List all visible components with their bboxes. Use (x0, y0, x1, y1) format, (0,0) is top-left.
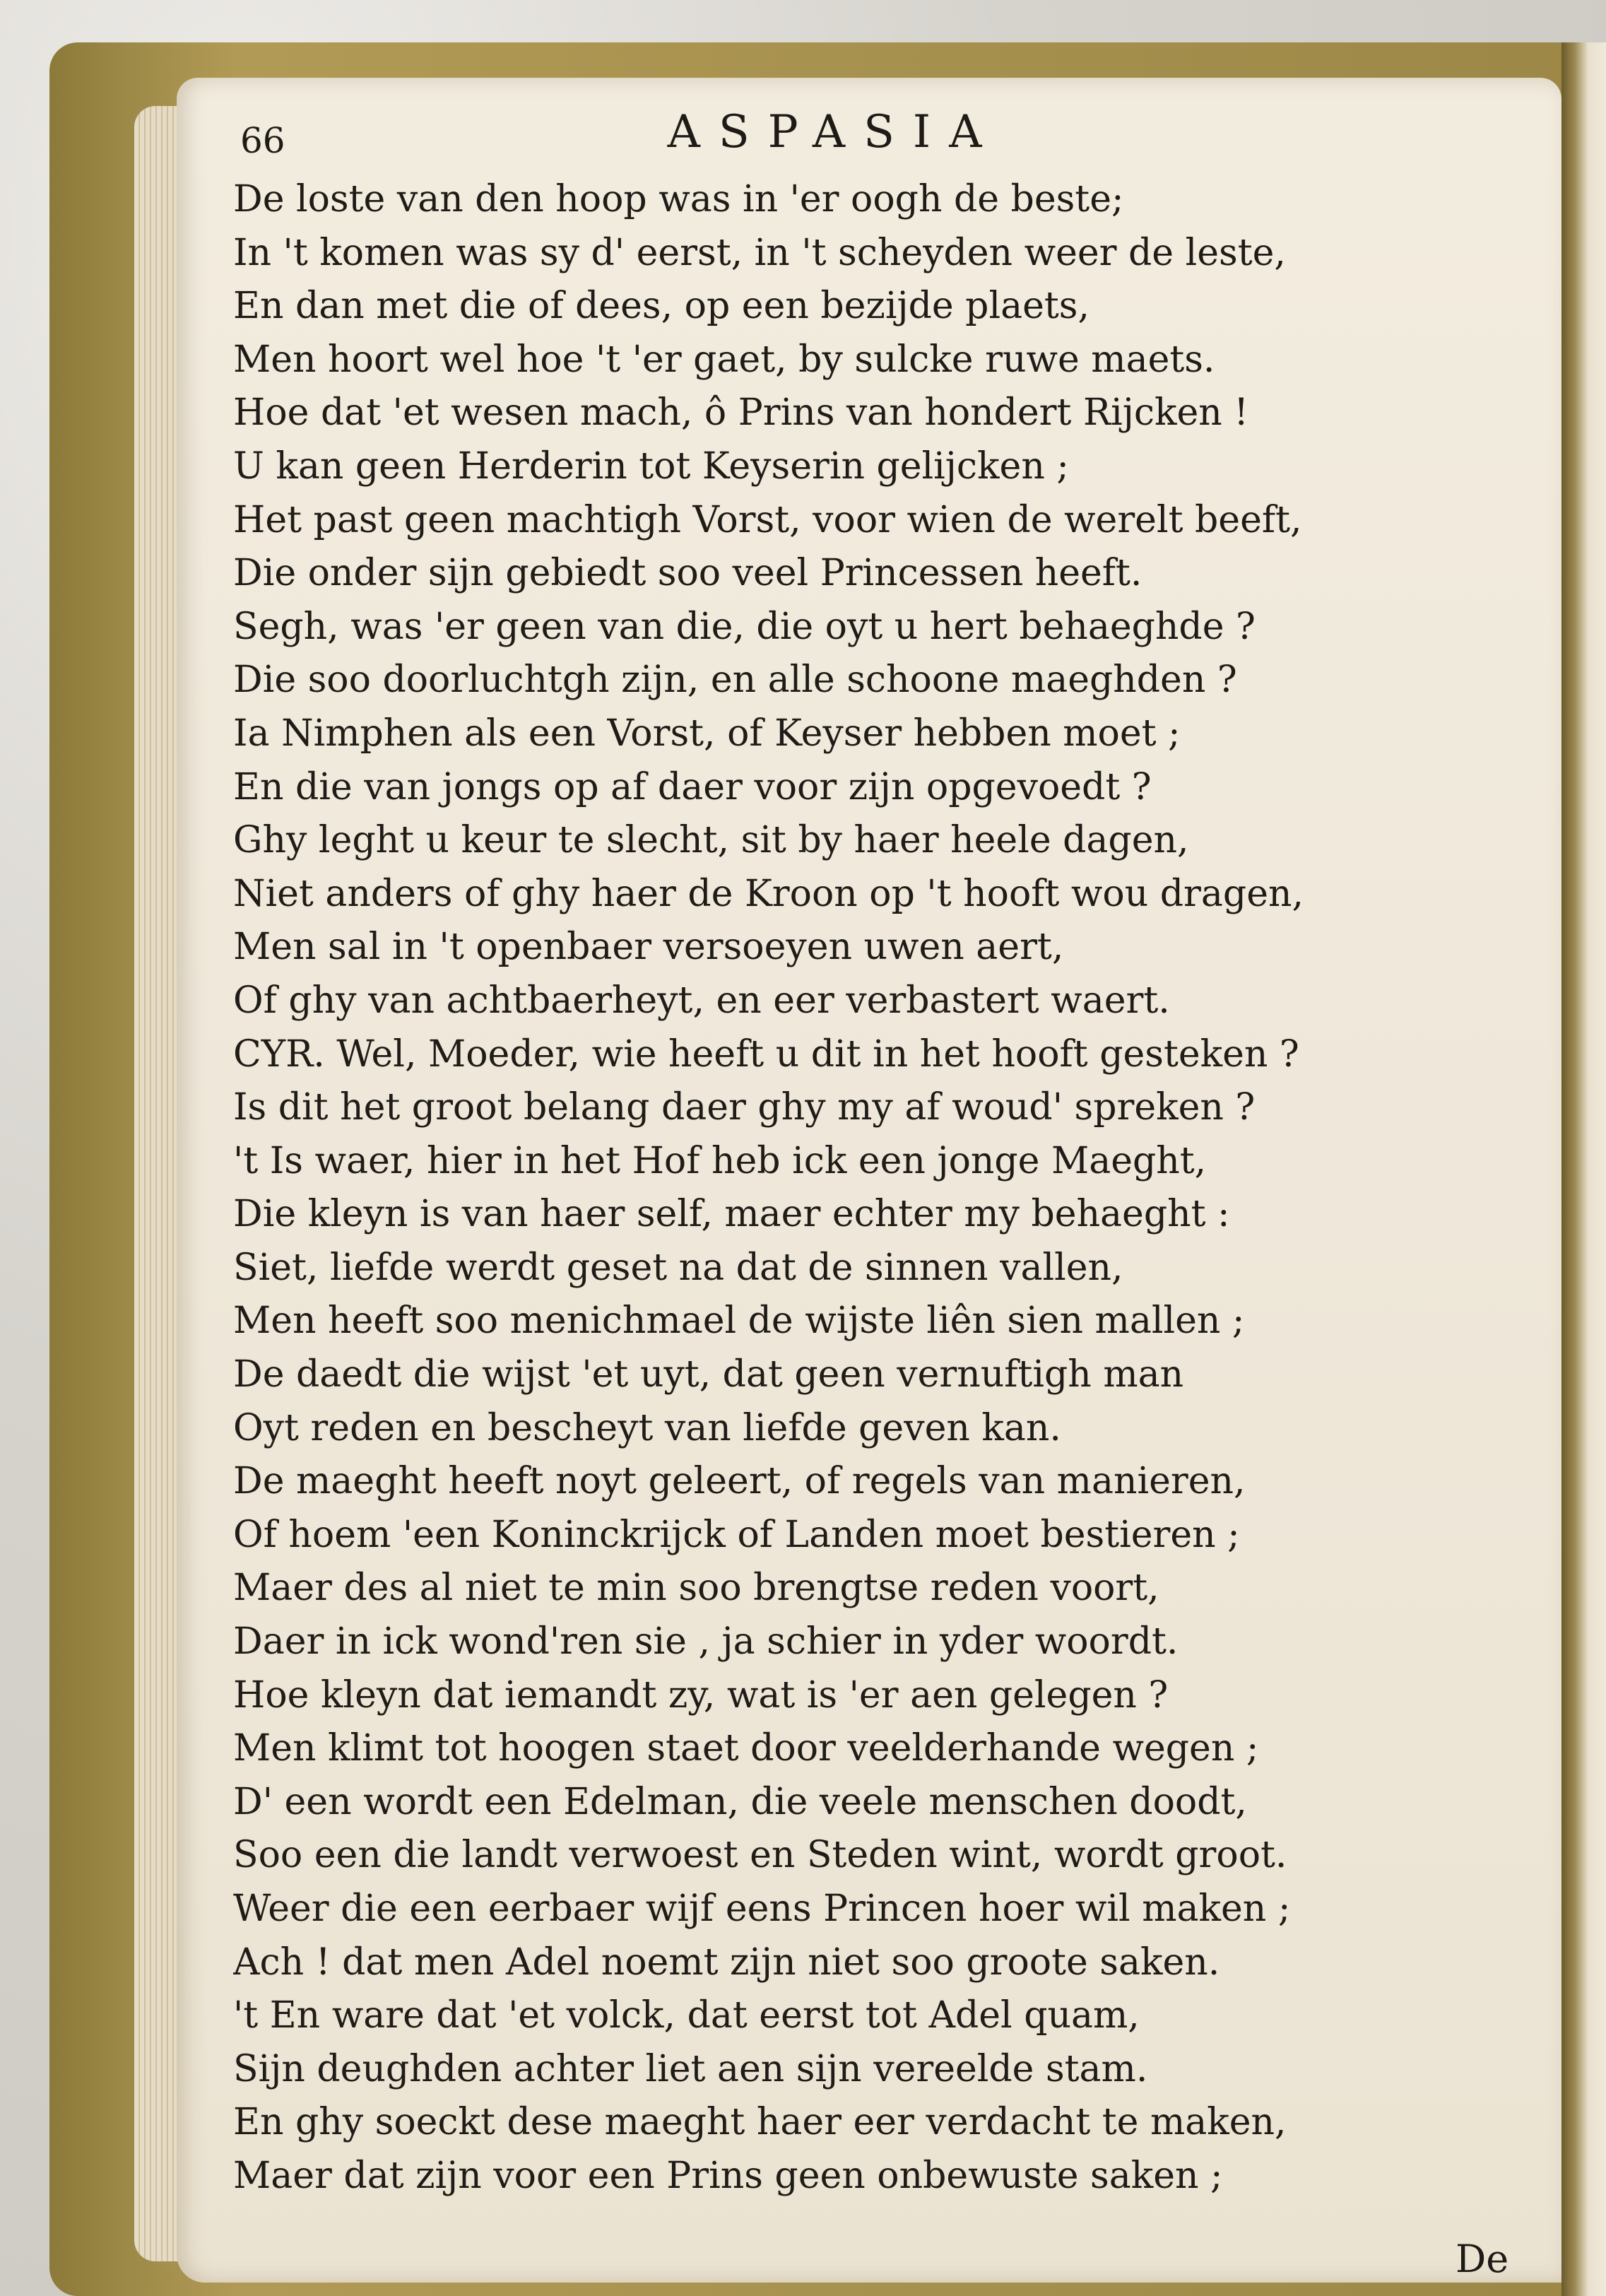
verse-line: Het past geen machtigh Vorst, voor wien de werelt beeft, (233, 498, 1302, 541)
verse-line: Is dit het groot belang daer ghy my af woud' spreken ? (233, 1086, 1256, 1129)
running-head (233, 106, 1434, 170)
verse-line: Soo een die landt verwoest en Steden wint, wordt groot. (233, 1834, 1287, 1877)
verse-line: Die onder sijn gebiedt soo veel Princessen heeft. (233, 552, 1142, 595)
verse-line: D' een wordt een Edelman, die veele menschen doodt, (233, 1780, 1247, 1823)
speaker-line: CYR. Wel, Moeder, wie heeft u dit in het hooft gesteken ? (233, 1032, 1299, 1076)
catchword: De (1456, 2237, 1509, 2281)
verse-line: Maer dat zijn voor een Prins geen onbewuste saken ; (233, 2154, 1223, 2197)
verse-line: Hoe kleyn dat iemandt zy, wat is 'er aen gelegen ? (233, 1673, 1169, 1717)
verse-line: Ach ! dat men Adel noemt zijn niet soo groote saken. (233, 1941, 1220, 1984)
page-number: 66 (240, 120, 285, 161)
verse-line: Of hoem 'een Koninckrijck of Landen moet bestieren ; (233, 1513, 1240, 1556)
verse-line: Daer in ick wond'ren sie , ja schier in yder woordt. (233, 1620, 1179, 1664)
verse-line: Ghy leght u keur te slecht, sit by haer heele dagen, (233, 819, 1189, 862)
verse-line: En die van jongs op af daer voor zijn opgevoedt ? (233, 765, 1152, 808)
verse-line: De daedt die wijst 'et uyt, dat geen vernuftigh man (233, 1353, 1184, 1396)
verse-line: Ia Nimphen als een Vorst, of Keyser hebben moet ; (233, 712, 1181, 755)
verse-text (233, 173, 1448, 2203)
verse-line: Men klimt tot hoogen staet door veelderhande wegen ; (233, 1727, 1259, 1770)
verse-line: Sijn deughden achter liet aen sijn vereelde stam. (233, 2047, 1148, 2090)
verse-line: Die kleyn is van haer self, maer echter my behaeght : (233, 1193, 1230, 1236)
verse-line: De maeght heeft noyt geleert, of regels van manieren, (233, 1460, 1246, 1503)
verse-line: Siet, liefde werdt geset na dat de sinnen vallen, (233, 1246, 1123, 1289)
running-title: ASPASIA (667, 106, 1000, 158)
verse-line: Oyt reden en bescheyt van liefde geven kan. (233, 1406, 1061, 1449)
verse-line: Men heeft soo menichmael de wijste liên sien mallen ; (233, 1300, 1245, 1343)
book-gutter (1561, 42, 1606, 2296)
verse-line: Hoe dat 'et wesen mach, ô Prins van hondert Rijcken ! (233, 392, 1249, 435)
verse-line: Men hoort wel hoe 't 'er gaet, by sulcke ruwe maets. (233, 338, 1215, 381)
verse-line: De loste van den hoop was in 'er oogh de beste; (233, 178, 1124, 220)
verse-line: In 't komen was sy d' eerst, in 't scheyden weer de leste, (233, 231, 1286, 274)
verse-line: Men sal in 't openbaer versoeyen uwen aert, (233, 926, 1064, 969)
verse-line: Niet anders of ghy haer de Kroon op 't hooft wou dragen, (233, 872, 1304, 915)
verse-line: En ghy soeckt dese maeght haer eer verdacht te maken, (233, 2101, 1287, 2144)
verse-line: 't En ware dat 'et volck, dat eerst tot Adel quam, (233, 1994, 1140, 2037)
verse-line: Die soo doorluchtgh zijn, en alle schoone maeghden ? (233, 659, 1237, 702)
verse-line: Segh, was 'er geen van die, die oyt u hert behaeghde ? (233, 605, 1256, 648)
verse-line: U kan geen Herderin tot Keyserin gelijcken ; (233, 445, 1069, 488)
verse-line: En dan met die of dees, op een bezijde plaets, (233, 285, 1090, 328)
verse-line: Weer die een eerbaer wijf eens Princen hoer wil maken ; (233, 1888, 1291, 1930)
verse-line: 't Is waer, hier in het Hof heb ick een jonge Maeght, (233, 1139, 1207, 1182)
verse-line: Of ghy van achtbaerheyt, en eer verbastert waert. (233, 979, 1170, 1022)
verse-line: Maer des al niet te min soo brengtse reden voort, (233, 1567, 1159, 1610)
